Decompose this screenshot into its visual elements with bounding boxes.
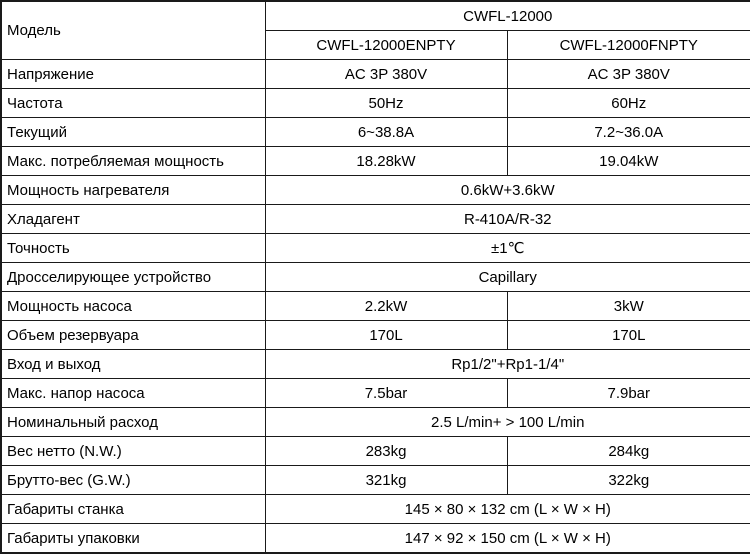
table-row — [1, 147, 750, 176]
spec-value: 170L — [507, 321, 750, 350]
table-row — [1, 176, 750, 205]
spec-value-merged: ±1℃ — [265, 234, 750, 263]
spec-label: Мощность нагревателя — [1, 176, 265, 205]
spec-value: 60Hz — [507, 89, 750, 118]
table-row — [1, 408, 750, 437]
table-row — [1, 524, 750, 554]
spec-label: Макс. напор насоса — [1, 379, 265, 408]
table-row — [1, 495, 750, 524]
model-label: Модель — [1, 1, 265, 60]
model-variant-1: CWFL-12000ENPTY — [265, 31, 507, 60]
table-row — [1, 466, 750, 495]
table-row — [1, 437, 750, 466]
spec-label: Частота — [1, 89, 265, 118]
spec-value-merged: 0.6kW+3.6kW — [265, 176, 750, 205]
table-row — [1, 263, 750, 292]
spec-value: 283kg — [265, 437, 507, 466]
spec-label: Напряжение — [1, 60, 265, 89]
spec-value-merged: R-410A/R-32 — [265, 205, 750, 234]
spec-value: 18.28kW — [265, 147, 507, 176]
model-variant-2: CWFL-12000FNPTY — [507, 31, 750, 60]
table-row — [1, 89, 750, 118]
spec-value: 7.5bar — [265, 379, 507, 408]
spec-label: Текущий — [1, 118, 265, 147]
spec-label: Хладагент — [1, 205, 265, 234]
spec-value: 2.2kW — [265, 292, 507, 321]
spec-value-merged: 147 × 92 × 150 cm (L × W × H) — [265, 524, 750, 554]
model-group-name: CWFL-12000 — [265, 1, 750, 31]
table-row — [1, 205, 750, 234]
spec-value-merged: 145 × 80 × 132 cm (L × W × H) — [265, 495, 750, 524]
spec-value: 322kg — [507, 466, 750, 495]
table-row — [1, 379, 750, 408]
spec-value: 321kg — [265, 466, 507, 495]
spec-label: Объем резервуара — [1, 321, 265, 350]
spec-label: Габариты упаковки — [1, 524, 265, 554]
spec-value: AC 3P 380V — [265, 60, 507, 89]
spec-label: Дросселирующее устройство — [1, 263, 265, 292]
spec-value: 6~38.8A — [265, 118, 507, 147]
table-row — [1, 234, 750, 263]
spec-value: 19.04kW — [507, 147, 750, 176]
table-row — [1, 60, 750, 89]
spec-label: Макс. потребляемая мощность — [1, 147, 265, 176]
spec-label: Брутто-вес (G.W.) — [1, 466, 265, 495]
spec-label: Номинальный расход — [1, 408, 265, 437]
spec-label: Вход и выход — [1, 350, 265, 379]
table-row — [1, 118, 750, 147]
spec-label: Точность — [1, 234, 265, 263]
spec-label: Габариты станка — [1, 495, 265, 524]
spec-value: 3kW — [507, 292, 750, 321]
spec-value-merged: Capillary — [265, 263, 750, 292]
spec-value: 170L — [265, 321, 507, 350]
table-row — [1, 350, 750, 379]
table-row — [1, 321, 750, 350]
spec-value-merged: 2.5 L/min+ > 100 L/min — [265, 408, 750, 437]
spec-value-merged: Rp1/2"+Rp1-1/4" — [265, 350, 750, 379]
spec-value: 50Hz — [265, 89, 507, 118]
table-header-row-group — [1, 1, 750, 31]
spec-value: 7.9bar — [507, 379, 750, 408]
spec-value: AC 3P 380V — [507, 60, 750, 89]
table-row — [1, 292, 750, 321]
spec-label: Вес нетто (N.W.) — [1, 437, 265, 466]
spec-value: 7.2~36.0A — [507, 118, 750, 147]
spec-label: Мощность насоса — [1, 292, 265, 321]
spec-value: 284kg — [507, 437, 750, 466]
